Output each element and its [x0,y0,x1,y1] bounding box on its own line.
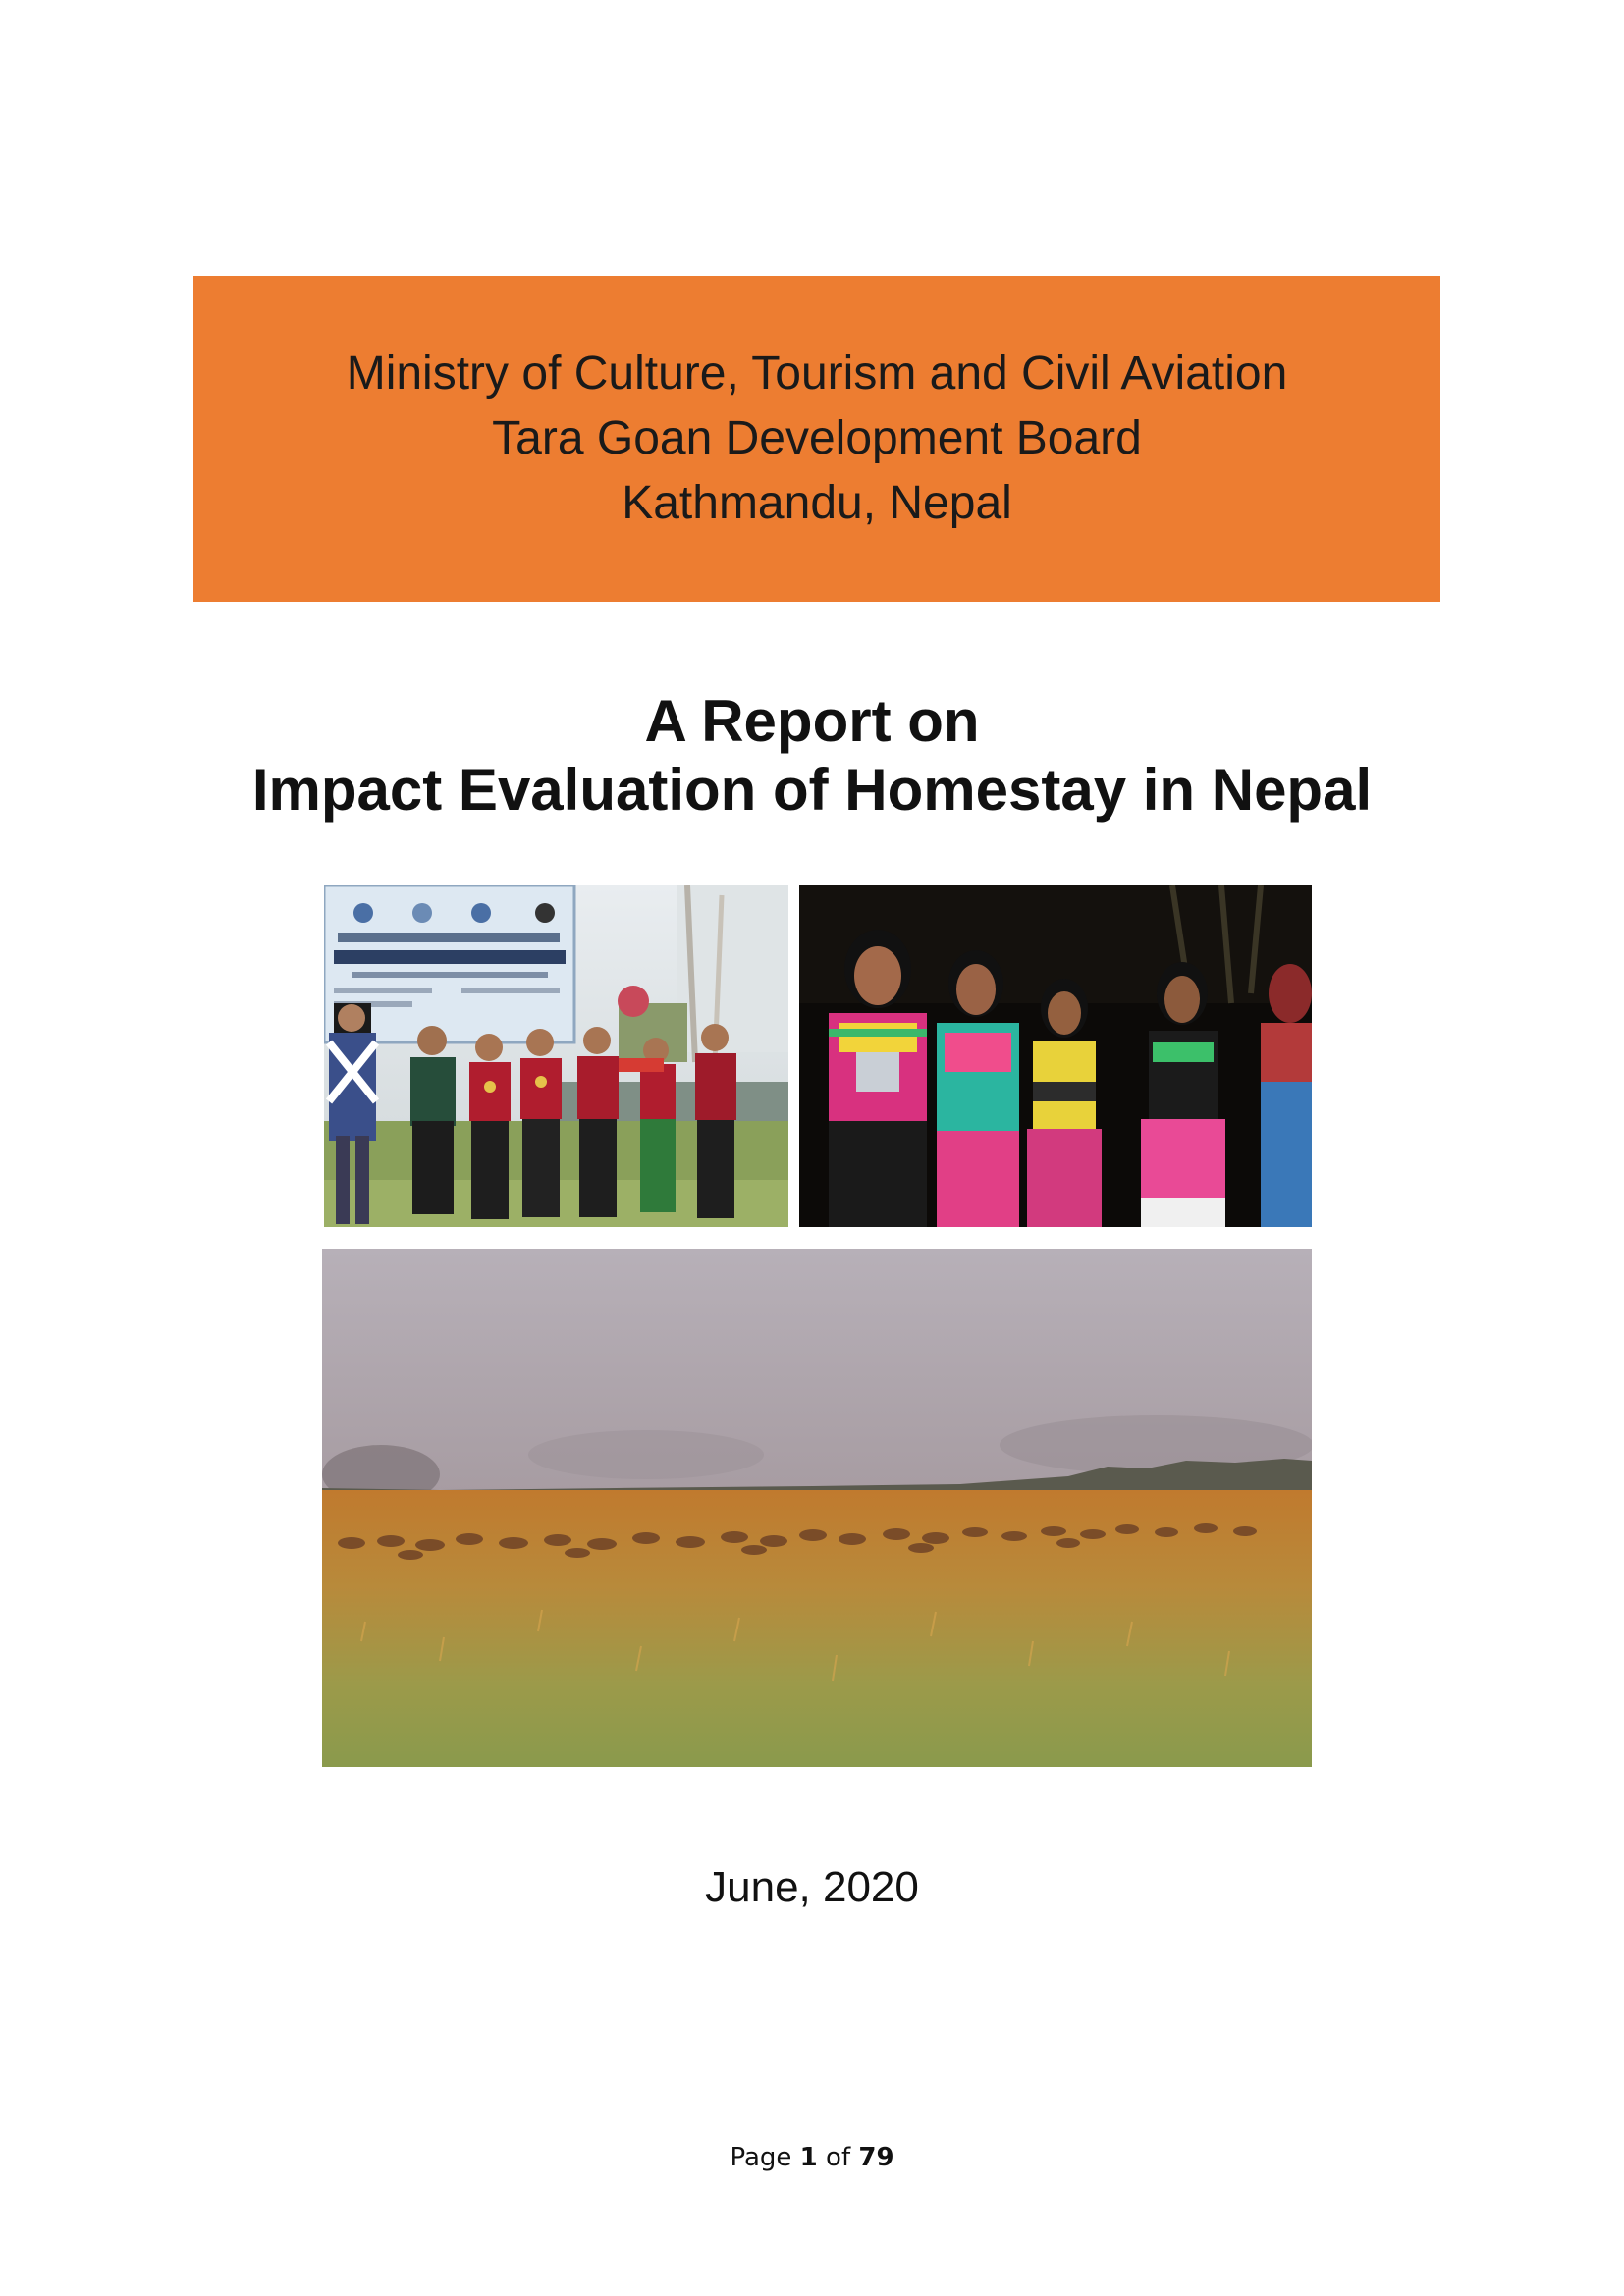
page-prefix: Page [730,2143,792,2172]
location: Kathmandu, Nepal [622,477,1012,529]
report-title [0,687,1624,825]
page-number [0,2141,1624,2174]
title-line-2: Impact Evaluation of Homestay in Nepal [251,757,1373,823]
page-separator: of [826,2143,851,2172]
organization-header [193,276,1440,602]
cultural-dance-photo [799,885,1312,1227]
report-date: June, 2020 [705,1863,919,1911]
homestay-group-photo [324,885,788,1227]
ministry-name: Ministry of Culture, Tourism and Civil Aviation [346,347,1288,400]
title-line-1: A Report on [644,688,980,754]
page-total: 79 [858,2143,894,2172]
grassland-deer-photo [322,1249,1312,1767]
page-current: 1 [799,2143,818,2172]
board-name: Tara Goan Development Board [492,412,1142,464]
